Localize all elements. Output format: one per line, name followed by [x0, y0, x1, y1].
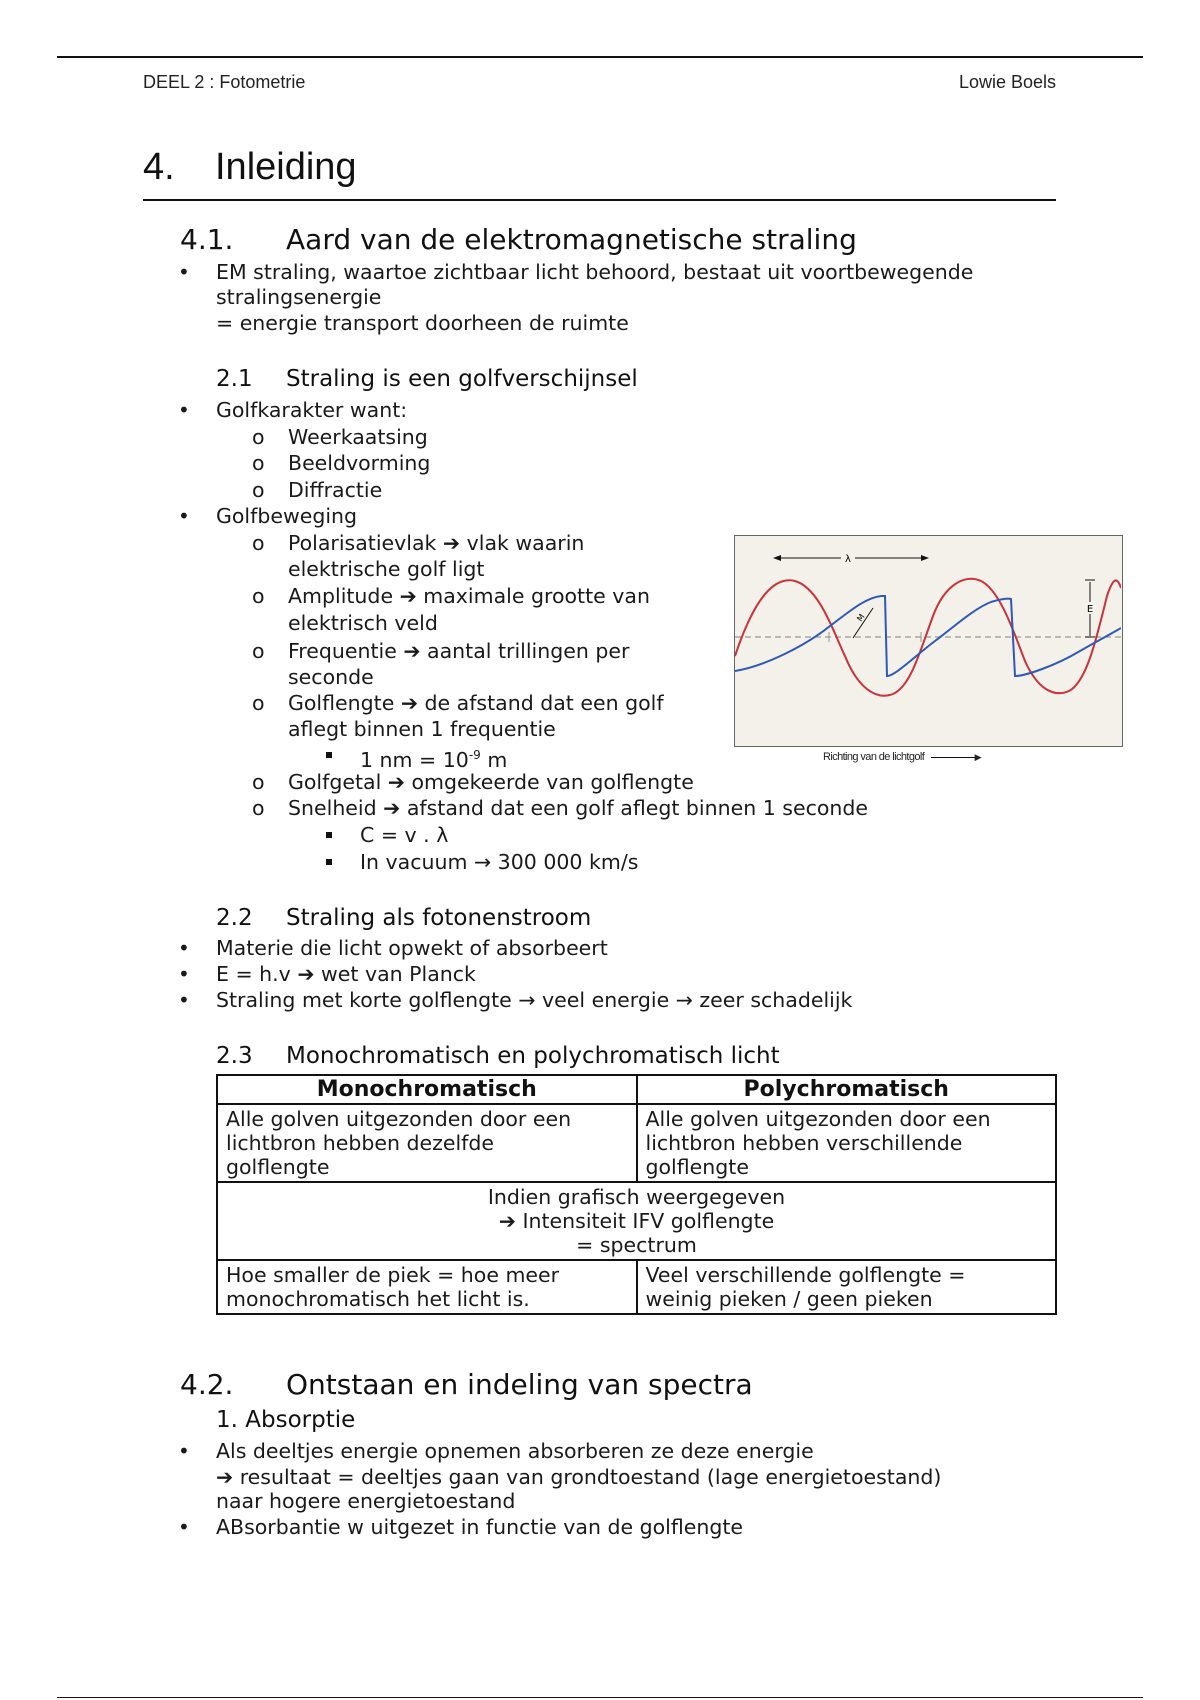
sub-list-item: Snelheid ➔ afstand dat een golf aflegt binnen 1 seconde	[288, 796, 869, 820]
chapter-underline	[143, 199, 1056, 201]
bullet: •	[178, 962, 190, 986]
bullet: •	[178, 1439, 190, 1463]
cell-line: golflengte	[226, 1155, 330, 1179]
section-title: Ontstaan en indeling van spectra	[286, 1368, 753, 1401]
bullet: •	[178, 988, 190, 1012]
paragraph-line: Als deeltjes energie opnemen absorberen ze deze energie	[216, 1439, 814, 1463]
cell-line: monochromatisch het licht is.	[226, 1287, 530, 1311]
nm-exponent: -9	[468, 748, 481, 762]
nm-unit: m	[480, 747, 508, 772]
sub-bullet: o	[252, 425, 265, 449]
caption-arrow-line	[931, 757, 975, 758]
section-number: 2.2	[216, 905, 253, 931]
sub-bullet: o	[252, 584, 265, 608]
chapter-title: Inleiding	[215, 146, 357, 188]
sub-sub-item: C = v . λ	[360, 823, 449, 847]
sub-list-item: Polarisatievlak ➔ vlak waarin	[288, 531, 585, 555]
table-row	[217, 1182, 1056, 1260]
square-bullet	[326, 859, 332, 865]
section-number: 2.3	[216, 1043, 253, 1069]
table-header-poly: Polychromatisch	[637, 1075, 1057, 1104]
subsection-absorptie: 1. Absorptie	[216, 1407, 356, 1433]
paragraph-line: ➔ resultaat = deeltjes gaan van grondtoestand (lage energietoestand)	[216, 1465, 942, 1489]
table-header-mono: Monochromatisch	[217, 1075, 637, 1104]
sub-list-item: Golflengte ➔ de afstand dat een golf	[288, 691, 664, 715]
section-4-1-heading	[180, 223, 857, 256]
square-bullet	[326, 752, 332, 758]
cell-line: = spectrum	[576, 1233, 697, 1257]
sub-list-item: Diffractie	[288, 478, 383, 502]
table-cell	[637, 1104, 1057, 1182]
bullet: •	[178, 504, 190, 528]
caption-arrowhead-icon: ▶	[974, 752, 981, 762]
cell-line: Veel verschillende golflengte =	[645, 1263, 966, 1287]
table-cell-merged	[217, 1182, 1056, 1260]
chapter-number: 4.	[143, 146, 175, 188]
section-2-3-heading	[216, 1043, 780, 1069]
cell-line: Indien grafisch weergegeven	[487, 1185, 786, 1209]
paragraph-line: = energie transport doorheen de ruimte	[216, 311, 629, 335]
section-title: Aard van de elektromagnetische straling	[286, 223, 857, 256]
sub-bullet: o	[252, 796, 265, 820]
caption-text: Richting van de lichtgolf	[823, 751, 925, 763]
cell-line: ➔ Intensiteit IFV golflengte	[498, 1209, 775, 1233]
paragraph-line: naar hogere energietoestand	[216, 1489, 516, 1513]
table-row	[217, 1260, 1056, 1314]
list-item: Golfbeweging	[216, 504, 358, 528]
section-4-2-heading	[180, 1368, 753, 1401]
bottom-rule	[57, 1697, 1143, 1698]
square-bullet	[326, 832, 332, 838]
cell-line: lichtbron hebben dezelfde	[226, 1131, 495, 1155]
sub-list-item: Amplitude ➔ maximale grootte van	[288, 584, 650, 608]
section-title: Straling als fotonenstroom	[286, 905, 592, 931]
bullet: •	[178, 936, 190, 960]
arrowhead-icon	[921, 555, 929, 561]
header-right: Lowie Boels	[958, 72, 1056, 92]
bullet: •	[178, 398, 190, 422]
bullet: •	[178, 1515, 190, 1539]
sub-list-item-cont: elektrisch veld	[288, 611, 438, 635]
comparison-table	[216, 1074, 1057, 1315]
magnetic-wave	[735, 596, 1121, 676]
sub-bullet: o	[252, 639, 265, 663]
nm-text: 1 nm = 10	[360, 747, 469, 772]
wavelength-label: λ	[845, 554, 851, 565]
m-label: M	[855, 612, 867, 624]
section-number: 4.2.	[180, 1368, 234, 1401]
section-title: Monochromatisch en polychromatisch licht	[286, 1043, 780, 1069]
m-arrow	[853, 608, 873, 638]
header-left: DEEL 2 : Fotometrie	[143, 72, 306, 92]
table-header-row	[217, 1075, 1056, 1104]
cell-line: lichtbron hebben verschillende	[645, 1131, 963, 1155]
sub-bullet: o	[252, 478, 265, 502]
chapter-heading	[143, 146, 357, 189]
sub-list-item: Frequentie ➔ aantal trillingen per	[288, 639, 630, 663]
sub-list-item-cont: aflegt binnen 1 frequentie	[288, 717, 556, 741]
list-item: Materie die licht opwekt of absorbeert	[216, 936, 608, 960]
top-rule	[57, 56, 1143, 58]
cell-line: golflengte	[645, 1155, 749, 1179]
section-title: Straling is een golfverschijnsel	[286, 366, 638, 392]
cell-line: Hoe smaller de piek = hoe meer	[226, 1263, 560, 1287]
table-cell	[217, 1260, 637, 1314]
sub-bullet: o	[252, 531, 265, 555]
section-number: 2.1	[216, 366, 253, 392]
cell-line: weinig pieken / geen pieken	[645, 1287, 933, 1311]
sub-list-item: Weerkaatsing	[288, 425, 428, 449]
table-cell	[637, 1260, 1057, 1314]
sub-list-item: Beeldvorming	[288, 451, 431, 475]
arrowhead-icon	[773, 555, 781, 561]
amplitude-label: E	[1086, 604, 1094, 615]
list-item: E = h.v ➔ wet van Planck	[216, 962, 476, 986]
sub-list-item: Golfgetal ➔ omgekeerde van golflengte	[288, 770, 694, 794]
cell-line: Alle golven uitgezonden door een	[645, 1107, 991, 1131]
cell-line: Alle golven uitgezonden door een	[226, 1107, 572, 1131]
list-item: ABsorbantie w uitgezet in functie van de golflengte	[216, 1515, 744, 1539]
list-item: Golfkarakter want:	[216, 398, 408, 422]
em-wave-figure	[734, 535, 1123, 747]
paragraph-line: stralingsenergie	[216, 285, 382, 309]
section-2-1-heading	[216, 366, 638, 392]
table-cell	[217, 1104, 637, 1182]
paragraph-line: EM straling, waartoe zichtbaar licht behoord, bestaat uit voortbewegende	[216, 260, 974, 284]
sub-list-item-cont: seconde	[288, 665, 374, 689]
sub-bullet: o	[252, 691, 265, 715]
sub-list-item-cont: elektrische golf ligt	[288, 557, 485, 581]
table-row	[217, 1104, 1056, 1182]
sub-bullet: o	[252, 770, 265, 794]
em-wave-diagram	[735, 536, 1121, 745]
section-2-2-heading	[216, 905, 591, 931]
figure-caption	[823, 751, 981, 763]
section-number: 4.1.	[180, 223, 234, 256]
bullet: •	[178, 260, 190, 284]
sub-sub-item: In vacuum → 300 000 km/s	[360, 850, 639, 874]
sub-bullet: o	[252, 451, 265, 475]
list-item: Straling met korte golflengte → veel energie → zeer schadelijk	[216, 988, 853, 1012]
